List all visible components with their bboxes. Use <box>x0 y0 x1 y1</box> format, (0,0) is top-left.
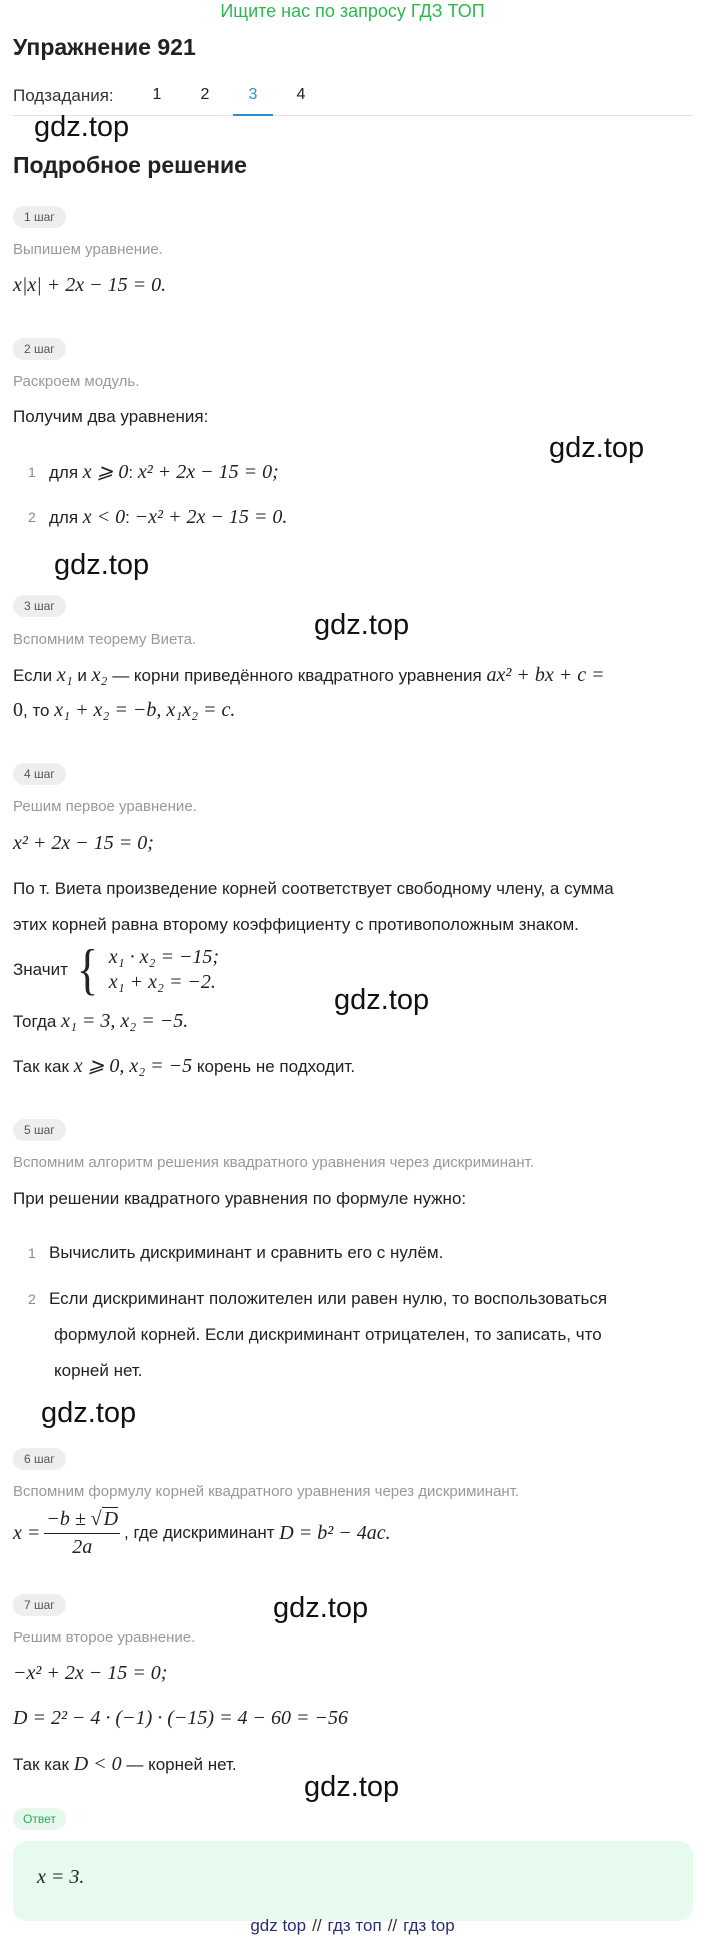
discriminant-formula: D = b² − 4ac. <box>279 1522 391 1544</box>
watermark: gdz.top <box>304 1771 400 1803</box>
step-badge: 1 шаг <box>13 206 66 228</box>
math-result: x₁ = 3, x₂ = −5. <box>61 1010 189 1032</box>
item-condition: x < 0 <box>82 506 126 528</box>
fraction-denominator: 2a <box>72 1536 93 1558</box>
step-hint: Вспомним алгоритм решения квадратного уравнения через дискриминант. <box>13 1154 535 1171</box>
list-item: для x < 0: −x² + 2x − 15 = 0. <box>49 506 288 528</box>
formula-lhs: x = <box>13 1522 41 1544</box>
math-x2: x₂ <box>91 664 108 686</box>
math-condition: x ⩾ 0, x₂ = −5 <box>73 1055 193 1077</box>
text-fragment: Если <box>13 666 53 685</box>
step-badge: 3 шаг <box>13 595 66 617</box>
list-number: 1 <box>28 464 36 480</box>
step-hint: Вспомним теорему Виета. <box>13 631 197 648</box>
list-item: Вычислить дискриминант и сравнить его с нулём. <box>49 1243 444 1262</box>
list-number: 2 <box>28 1291 36 1307</box>
solution-title: Подробное решение <box>13 152 247 178</box>
bottom-links <box>0 1914 705 1938</box>
brace: { <box>76 939 99 1001</box>
text-fragment: корень не подходит. <box>196 1057 356 1076</box>
step-text <box>13 1053 355 1080</box>
watermark: gdz.top <box>54 549 150 581</box>
equation-text: x² + 2x − 15 = 0; <box>13 832 154 854</box>
text-fragment: — корни приведённого квадратного уравнения <box>112 666 482 685</box>
step-hint: Вспомним формулу корней квадратного уравнения через дискриминант. <box>13 1483 520 1500</box>
equation-text: −x² + 2x − 15 = 0; <box>13 1662 168 1684</box>
subtask-tab-2[interactable]: 2 <box>200 86 210 103</box>
footer-link[interactable]: гдз top <box>403 1916 455 1935</box>
step-text <box>13 662 605 689</box>
text-fragment: Так как <box>13 1057 69 1076</box>
text-fragment: Тогда <box>13 1012 57 1031</box>
math-result: x₁ + x₂ = −b, x₁x₂ = c. <box>54 699 236 721</box>
watermark: gdz.top <box>273 1592 369 1624</box>
step-badge: 4 шаг <box>13 763 66 785</box>
step-text: Получим два уравнения: <box>13 407 209 426</box>
math-x1: x₁ <box>56 664 73 686</box>
item-text: для <box>49 463 79 482</box>
math-condition: D < 0 <box>73 1753 122 1775</box>
list-number: 2 <box>28 509 36 525</box>
equation <box>13 272 166 299</box>
text-fragment: Так как <box>13 1755 69 1774</box>
item-equation: −x² + 2x − 15 = 0. <box>134 506 288 528</box>
footer-link[interactable]: gdz top <box>250 1916 307 1935</box>
step-badge: 7 шаг <box>13 1594 66 1616</box>
equation-text: x|x| + 2x − 15 = 0. <box>13 274 167 296</box>
step-hint: Решим второе уравнение. <box>13 1629 196 1646</box>
footer-link[interactable]: гдз топ <box>327 1916 382 1935</box>
subtask-tab-4[interactable]: 4 <box>296 86 306 103</box>
watermark: gdz.top <box>549 432 645 464</box>
step-text: По т. Виета произведение корней соответствует свободному члену, а сумма <box>13 879 614 898</box>
system-label: Значит <box>13 960 68 979</box>
list-item: Если дискриминант положителен или равен нулю, то воспользоваться <box>49 1289 608 1308</box>
sqrt-sign: √ <box>90 1508 102 1530</box>
math-zero: 0 <box>13 699 23 721</box>
step-text <box>13 1751 237 1778</box>
item-text: для <box>49 508 79 527</box>
step-hint: Раскроем модуль. <box>13 373 140 390</box>
item-equation: x² + 2x − 15 = 0; <box>137 461 279 483</box>
list-item: для x ⩾ 0: x² + 2x − 15 = 0; <box>49 461 279 483</box>
equation <box>13 1705 348 1732</box>
step-text: При решении квадратного уравнения по формуле нужно: <box>13 1189 467 1208</box>
exercise-title: Упражнение 921 <box>13 34 196 60</box>
formula-tail: , где дискриминант <box>124 1523 275 1542</box>
equation <box>13 1660 167 1687</box>
item-condition: x ⩾ 0 <box>82 461 129 483</box>
step-badge: 2 шаг <box>13 338 66 360</box>
fraction-numerator: −b ± <box>46 1508 86 1530</box>
text-fragment: , то <box>23 701 50 720</box>
link-separator: // <box>387 1916 398 1935</box>
step-text: этих корней равна второму коэффициенту с противоположным знаком. <box>13 915 579 934</box>
answer-box <box>13 1841 693 1921</box>
formula <box>13 1506 391 1560</box>
list-number: 1 <box>28 1245 36 1261</box>
watermark: gdz.top <box>334 984 430 1016</box>
text-fragment: и <box>77 666 87 685</box>
subtask-tab-3[interactable]: 3 <box>233 86 273 116</box>
answer-badge: Ответ <box>13 1808 66 1830</box>
link-separator: // <box>312 1916 322 1935</box>
step-badge: 5 шаг <box>13 1119 66 1141</box>
watermark: gdz.top <box>314 609 410 641</box>
step-text <box>13 1008 188 1035</box>
fraction <box>44 1506 120 1560</box>
watermark: gdz.top <box>41 1397 137 1429</box>
equation-text: D = 2² − 4 · (−1) · (−15) = 4 − 60 = −56 <box>13 1707 349 1729</box>
sqrt-radicand: D <box>103 1508 119 1530</box>
step-text <box>13 697 235 724</box>
answer-value: x = 3. <box>37 1866 85 1888</box>
step-hint: Выпишем уравнение. <box>13 241 163 258</box>
system-row: x₁ + x₂ = −2. <box>108 971 216 993</box>
list-item-continuation: корней нет. <box>54 1361 143 1380</box>
system-row: x₁ · x₂ = −15; <box>108 946 220 968</box>
watermark: gdz.top <box>34 111 130 143</box>
text-fragment: — корней нет. <box>126 1755 237 1774</box>
top-banner: Ищите нас по запросу ГДЗ ТОП <box>220 1 485 21</box>
equation-system <box>13 939 220 1001</box>
equation <box>13 830 154 857</box>
list-item-continuation: формулой корней. Если дискриминант отрицателен, то записать, что <box>54 1325 602 1344</box>
subtask-tab-1[interactable]: 1 <box>152 86 162 103</box>
step-hint: Решим первое уравнение. <box>13 798 197 815</box>
math-equation: ax² + bx + c = <box>486 664 605 686</box>
step-badge: 6 шаг <box>13 1448 66 1470</box>
subtasks-label: Подзадания: <box>13 86 114 105</box>
